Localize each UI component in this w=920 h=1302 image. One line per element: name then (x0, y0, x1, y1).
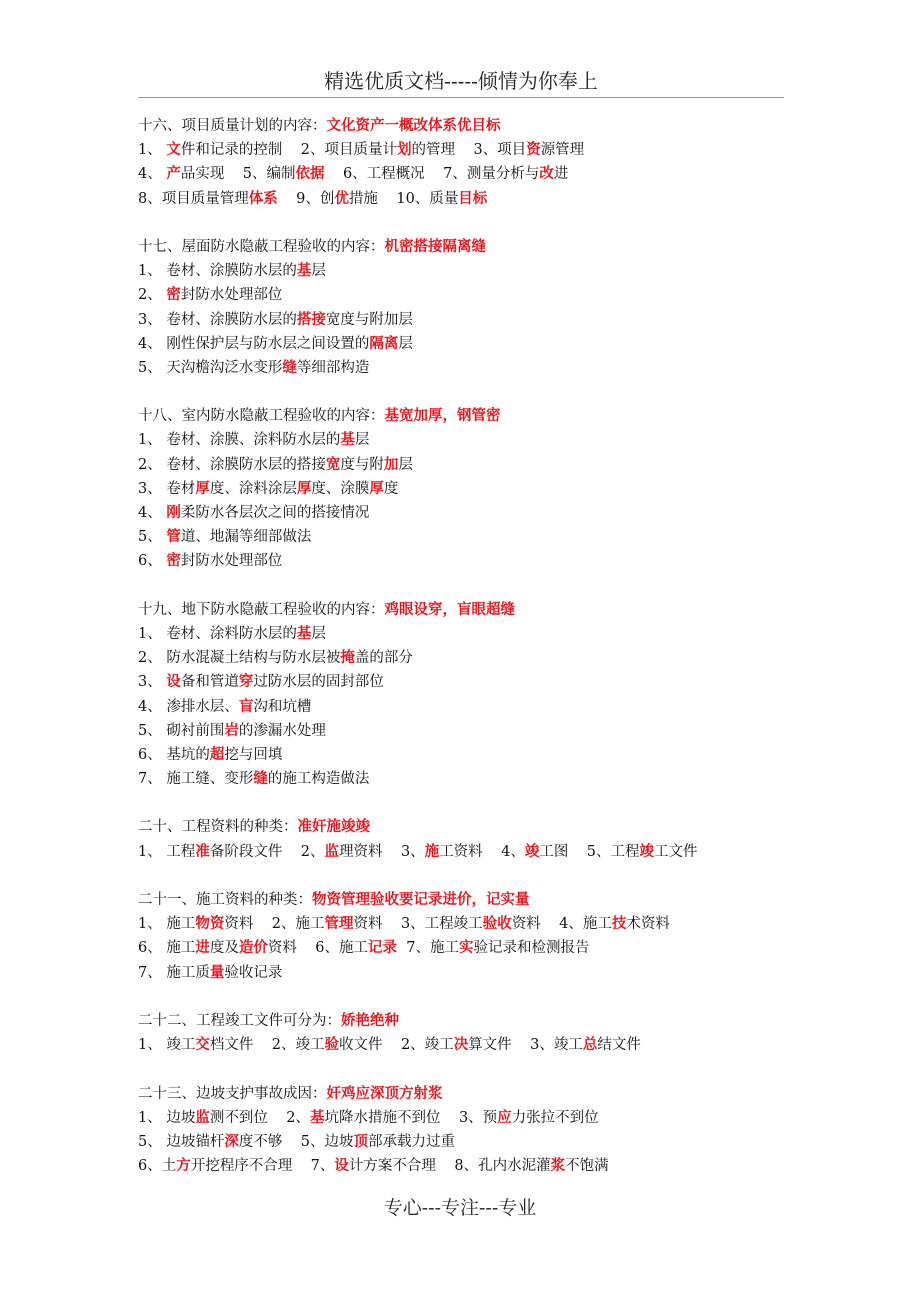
text-line (138, 888, 798, 912)
highlight-text: 设 (334, 1157, 349, 1175)
body-text: 收文件 2、竣工 (339, 1037, 454, 1054)
body-text: 坑降水措施不到位 3、预 (324, 1109, 498, 1126)
body-text: 档文件 2、竣工 (209, 1037, 325, 1054)
highlight-text: 方 (176, 1157, 191, 1175)
highlight-text: 竣 (639, 842, 655, 860)
highlight-text: 准 (195, 842, 210, 860)
body-text: 2、 (138, 287, 167, 304)
highlight-text: 目标 (458, 189, 488, 207)
body-text: 力张拉不到位 (511, 1109, 599, 1126)
body-text: 层 (311, 263, 326, 280)
highlight-text: 交 (195, 1036, 210, 1054)
highlight-text: 产 (166, 165, 181, 183)
body-text: 度 (383, 480, 399, 497)
body-text: 层 (354, 432, 370, 449)
highlight-text: 缝 (282, 358, 297, 376)
body-text: 资料 6、施工 (267, 940, 369, 957)
text-line (138, 670, 798, 694)
body-text: 沟和坑槽 (253, 698, 312, 715)
highlight-text: 浆 (550, 1157, 566, 1175)
body-text: 1、 卷材、涂膜防水层的 (138, 263, 297, 280)
text-line (138, 767, 798, 791)
highlight-text: 总 (582, 1036, 598, 1054)
body-text: 6、工程概况 7、测量分析与 (324, 166, 540, 183)
highlight-text: 决 (453, 1036, 469, 1054)
body-text: 层 (398, 335, 413, 352)
text-line (138, 356, 798, 380)
body-text: 柔防水各层次之间的搭接情况 (180, 505, 370, 521)
highlight-text: 厚 (296, 479, 312, 497)
blank-line (138, 574, 798, 598)
body-text: 十八、室内防水隐蔽工程验收的内容： (138, 408, 385, 425)
body-text: 件和记录的控制 2、项目质量计 (180, 142, 398, 159)
blank-line (138, 380, 798, 404)
highlight-text: 宽 (325, 455, 341, 473)
highlight-text: 加 (383, 455, 399, 473)
body-text: 部承载力过重 (368, 1133, 456, 1150)
body-text: 措施 10、质量 (348, 190, 459, 207)
text-line (138, 912, 798, 936)
highlight-text: 改 (539, 165, 554, 183)
highlight-text: 监 (324, 842, 340, 860)
highlight-text: 文化资产一概改体系优目标 (326, 117, 501, 134)
body-text: 7、 施工缝、变形 (138, 771, 254, 788)
highlight-text: 奸鸡应深顶方射浆 (326, 1084, 443, 1102)
body-text: 资料 4、施工 (511, 916, 612, 933)
highlight-text: 机密搭接隔离缝 (384, 237, 486, 255)
body-text: 2、 防水混凝土结构与防水层被 (138, 650, 341, 667)
body-text: 3、 (138, 674, 167, 691)
highlight-text: 鸡眼设穿，盲眼超缝 (384, 600, 515, 618)
body-text: 十六、项目质量计划的内容： (138, 118, 327, 134)
body-text: 层 (398, 456, 413, 473)
highlight-text: 厚 (369, 479, 384, 497)
body-text: 5、 天沟檐沟泛水变形 (138, 359, 283, 376)
text-line (138, 1154, 798, 1178)
highlight-text: 文 (166, 141, 181, 159)
highlight-text: 缝 (253, 770, 268, 788)
text-line (138, 308, 798, 332)
body-text: 4、 (138, 166, 167, 183)
text-line (138, 598, 798, 622)
highlight-text: 基 (296, 624, 312, 642)
body-text: 资料 2、施工 (224, 916, 325, 933)
text-line (138, 1009, 798, 1033)
text-line (138, 453, 798, 477)
blank-line (138, 985, 798, 1009)
body-text: 1、 边坡 (138, 1109, 196, 1126)
body-text: 源管理 (540, 142, 585, 159)
body-text: 工图 5、工程 (539, 843, 640, 860)
text-line (138, 1082, 798, 1106)
text-line (138, 332, 798, 356)
highlight-text: 验 (324, 1036, 340, 1054)
body-text: 层 (311, 625, 326, 642)
highlight-text: 优 (334, 189, 349, 207)
body-text: 术资料 (626, 916, 670, 933)
body-text: 进 (553, 166, 569, 183)
body-text: 品实现 5、编制 (180, 166, 296, 183)
body-text: 的渗漏水处理 (238, 722, 326, 739)
text-line (138, 259, 798, 283)
body-text: 3、 卷材 (138, 480, 196, 497)
text-line (138, 622, 798, 646)
highlight-text: 实 (458, 939, 474, 957)
blank-line (138, 211, 798, 235)
body-text: 2、 卷材、涂膜防水层的搭接 (138, 456, 326, 473)
body-text: 验收记录 (224, 964, 283, 981)
text-line (138, 428, 798, 452)
highlight-text: 基 (340, 431, 355, 449)
text-line (138, 477, 798, 501)
body-text: 5、 边坡锚杆 (138, 1133, 225, 1150)
body-text: 8、项目质量管理 (138, 190, 249, 207)
text-line (138, 840, 798, 864)
text-line (138, 501, 798, 525)
body-text: 十七、屋面防水隐蔽工程验收的内容： (138, 238, 385, 255)
text-line (138, 695, 798, 719)
body-text: 4、 渗排水层、 (138, 698, 239, 715)
page-footer: 专心---专注---专业 (383, 1197, 537, 1219)
body-text: 6、土 (138, 1158, 177, 1175)
text-line (138, 404, 798, 428)
highlight-text: 基 (296, 262, 312, 280)
body-text: 盖的部分 (354, 650, 413, 667)
highlight-text: 基 (310, 1108, 325, 1126)
highlight-text: 设 (166, 673, 181, 691)
body-text: 7、 施工质 (138, 964, 210, 981)
text-line (138, 1033, 798, 1057)
text-line (138, 743, 798, 767)
body-text: 度不够 5、边坡 (238, 1133, 354, 1150)
highlight-text: 资 (526, 141, 541, 159)
blank-line (138, 1057, 798, 1081)
text-line (138, 1130, 798, 1154)
body-text: 备和管道 (180, 674, 239, 691)
text-line (138, 549, 798, 573)
text-line (138, 646, 798, 670)
highlight-text: 隔离 (369, 334, 399, 352)
highlight-text: 娇艳绝种 (341, 1011, 399, 1029)
body-text: 5、 (138, 529, 167, 546)
text-line (138, 283, 798, 307)
highlight-text: 搭接 (296, 310, 326, 328)
body-text: 测不到位 2、 (209, 1109, 311, 1126)
highlight-text: 岩 (224, 721, 239, 739)
highlight-text: 管 (166, 528, 181, 546)
body-text: 二十、工程资料的种类： (138, 819, 298, 836)
body-text: 不饱满 (565, 1158, 609, 1175)
body-text: 1、 卷材、涂膜、涂料防水层的 (138, 432, 341, 449)
body-text: 度、涂料涂层 (209, 480, 297, 497)
text-line (138, 138, 798, 162)
highlight-text: 应 (497, 1108, 512, 1126)
body-text: 二十一、施工资料的种类： (138, 892, 312, 908)
body-text: 封防水处理部位 (180, 287, 283, 304)
text-line (138, 162, 798, 186)
highlight-text: 划 (397, 141, 412, 159)
highlight-text: 监 (195, 1108, 210, 1126)
highlight-text: 记录 (368, 939, 398, 957)
text-line (138, 187, 798, 211)
body-text: 开挖程序不合理 7、 (190, 1158, 335, 1175)
body-text: 二十二、工程竣工文件可分为： (138, 1012, 341, 1029)
text-line (138, 1106, 798, 1130)
highlight-text: 物资 (195, 915, 225, 933)
highlight-text: 造价 (238, 939, 268, 957)
body-text: 算文件 3、竣工 (468, 1037, 583, 1054)
text-line (138, 525, 798, 549)
body-text: 结文件 (597, 1037, 641, 1054)
body-text: 的施工构造做法 (267, 771, 370, 788)
highlight-text: 盲 (238, 697, 254, 715)
text-line (138, 719, 798, 743)
blank-line (138, 864, 798, 888)
highlight-text: 深 (224, 1132, 239, 1150)
highlight-text: 掩 (340, 649, 355, 667)
body-text: 工文件 (654, 843, 698, 860)
text-line (138, 114, 798, 138)
body-text: 7、施工 (397, 940, 459, 957)
body-text: 6、 (138, 553, 167, 570)
highlight-text: 密 (166, 286, 181, 304)
highlight-text: 物资管理验收要记录进价，记实量 (312, 891, 530, 908)
body-text: 宽度与附加层 (325, 311, 413, 328)
body-text: 6、 施工 (138, 940, 196, 957)
highlight-text: 基宽加厚，钢管密 (384, 407, 501, 425)
body-text: 度及 (209, 940, 239, 957)
highlight-text: 依据 (295, 165, 325, 183)
body-text: 4、 刚性保护层与防水层之间设置的 (138, 335, 370, 352)
body-text: 的管理 3、项目 (411, 142, 527, 159)
highlight-text: 管理 (324, 915, 354, 933)
highlight-text: 密 (166, 552, 181, 570)
highlight-text: 顶 (353, 1132, 369, 1150)
blank-line (138, 791, 798, 815)
highlight-text: 刚 (166, 504, 181, 521)
body-text: 过防水层的固封部位 (253, 674, 384, 691)
highlight-text: 验收 (482, 915, 512, 933)
highlight-text: 竣 (524, 842, 540, 860)
body-text: 1、 卷材、涂料防水层的 (138, 625, 297, 642)
body-text: 备阶段文件 2、 (209, 843, 325, 860)
body-text: 封防水处理部位 (180, 553, 283, 570)
text-line (138, 936, 798, 960)
highlight-text: 厚 (195, 479, 210, 497)
body-text: 度与附 (340, 456, 384, 473)
body-text: 二十三、边坡支护事故成因： (138, 1085, 327, 1102)
text-line (138, 815, 798, 839)
body-text: 资料 3、工程竣工 (353, 916, 483, 933)
body-text: 3、 卷材、涂膜防水层的 (138, 311, 297, 328)
body-text: 5、 砌衬前围 (138, 722, 225, 739)
body-text: 计方案不合理 8、孔内水泥灌 (348, 1158, 551, 1175)
body-text: 等细部构造 (296, 359, 370, 376)
body-text: 1、 (138, 142, 167, 159)
body-text: 十九、地下防水隐蔽工程验收的内容： (138, 601, 385, 618)
body-text: 1、 竣工 (138, 1037, 196, 1054)
body-text: 度、涂膜 (311, 480, 370, 497)
body-text: 6、 基坑的 (138, 746, 210, 763)
highlight-text: 施 (424, 842, 440, 860)
body-text: 4、 (138, 505, 167, 521)
body-text: 道、地漏等细部做法 (180, 529, 312, 546)
body-text: 理资料 3、 (339, 843, 425, 860)
highlight-text: 体系 (248, 189, 278, 207)
highlight-text: 准奸施竣竣 (297, 818, 370, 836)
document-body (138, 114, 798, 1178)
highlight-text: 进 (195, 939, 210, 957)
body-text: 工资料 4、 (439, 843, 525, 860)
highlight-text: 量 (209, 963, 225, 981)
body-text: 验记录和检测报告 (473, 940, 590, 957)
body-text: 1、 施工 (138, 916, 196, 933)
highlight-text: 穿 (238, 673, 254, 691)
highlight-text: 超 (209, 745, 225, 763)
page-header: 精选优质文档-----倾情为你奉上 (138, 66, 784, 98)
body-text: 挖与回填 (224, 746, 283, 763)
body-text: 9、创 (277, 190, 335, 207)
highlight-text: 技 (611, 915, 627, 933)
text-line (138, 961, 798, 985)
text-line (138, 235, 798, 259)
body-text: 1、 工程 (138, 843, 196, 860)
